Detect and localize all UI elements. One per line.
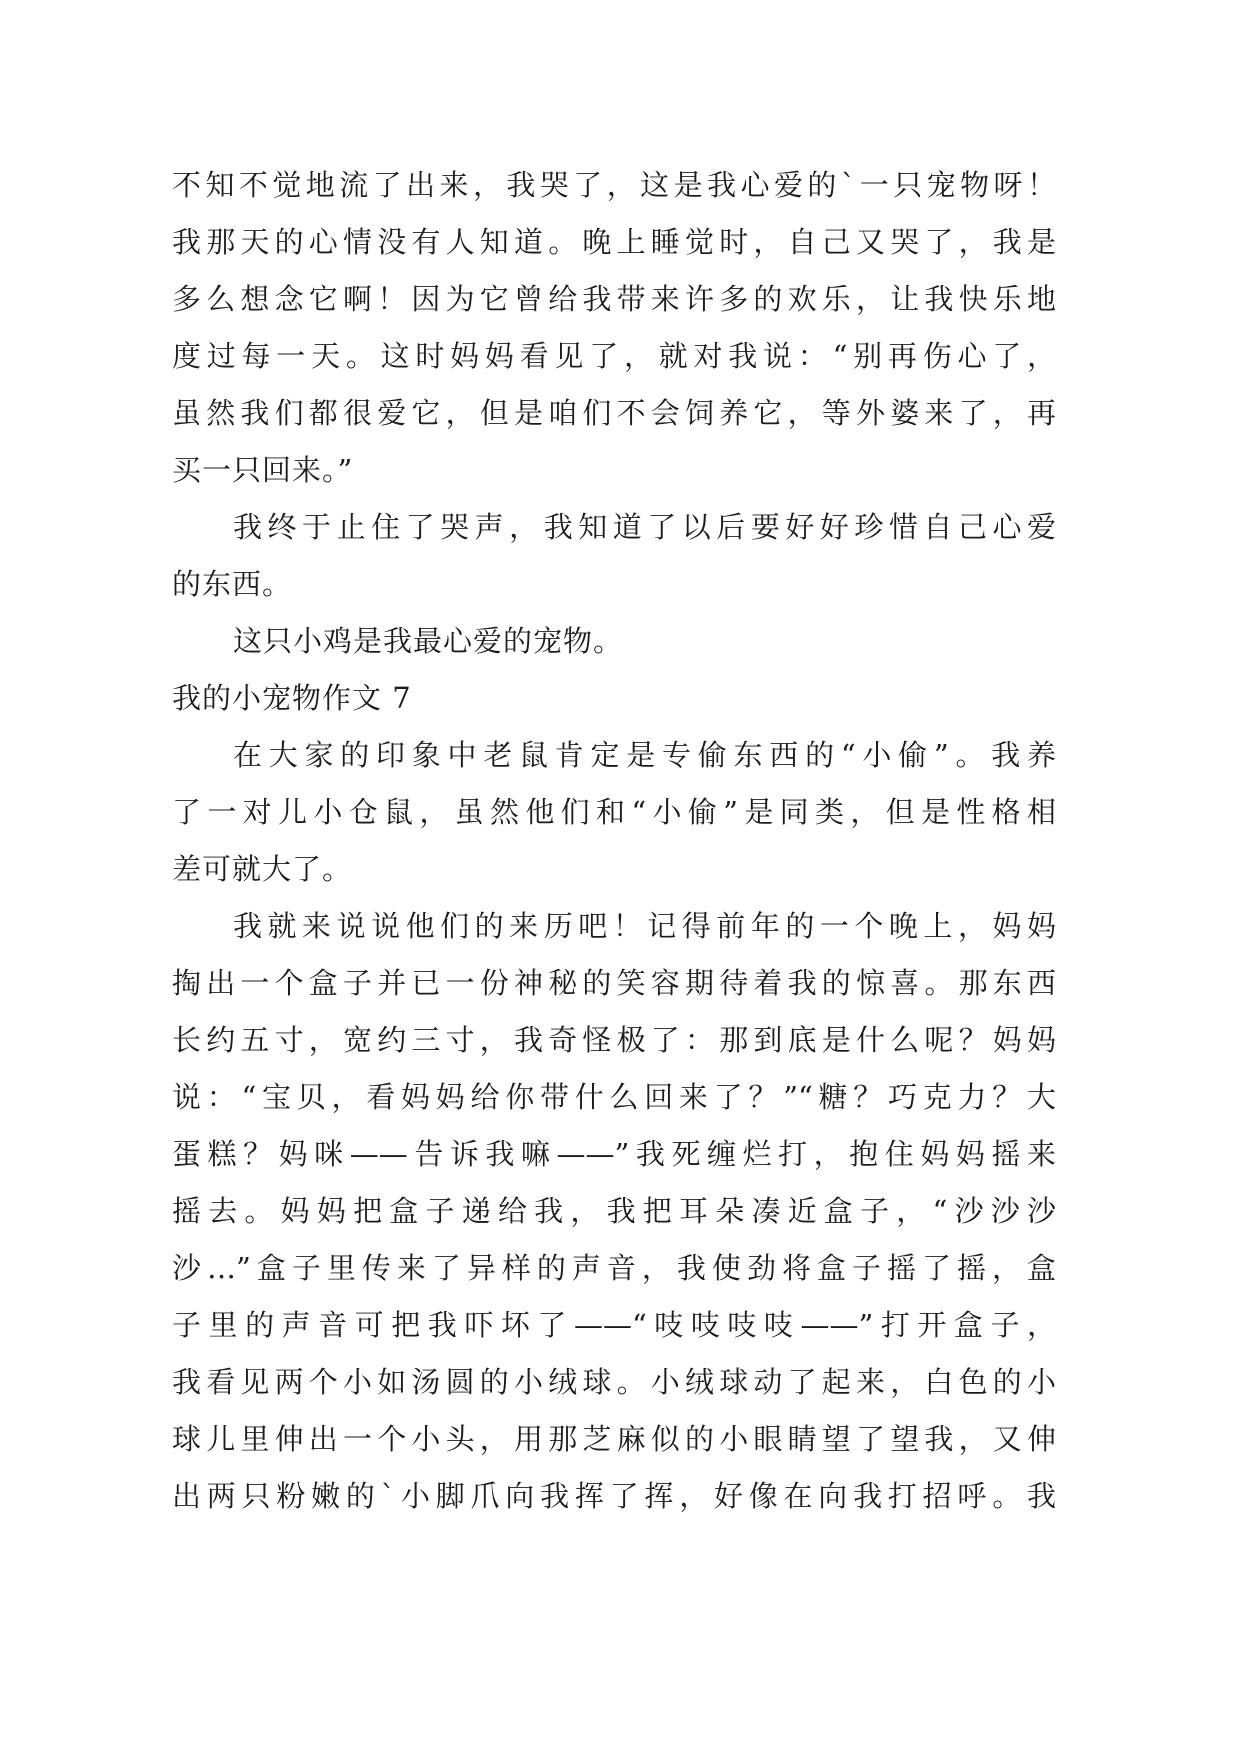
paragraph: [172, 499, 1056, 613]
text-line: 出两只粉嫩的`小脚爪向我挥了挥，好像在向我打招呼。我: [172, 1479, 1056, 1513]
text-line: 了一对儿小仓鼠，虽然他们和“小偷”是同类，但是性格相: [172, 795, 1056, 829]
text-line: 沙…”盒子里传来了异样的声音，我使劲将盒子摇了摇，盒: [172, 1251, 1056, 1285]
paragraph: [172, 157, 1056, 499]
document-body: [172, 157, 1056, 1525]
paragraph: [172, 727, 1056, 898]
text-line: 这只小鸡是我最心爱的宠物。: [233, 624, 624, 658]
text-line: 子里的声音可把我吓坏了——“吱吱吱吱——”打开盒子，: [172, 1308, 1056, 1342]
paragraph: [172, 898, 1056, 1525]
paragraph: [172, 613, 1056, 670]
text-line: 虽然我们都很爱它，但是咱们不会饲养它，等外婆来了，再: [172, 396, 1056, 430]
text-line: 我终于止住了哭声，我知道了以后要好好珍惜自己心爱: [233, 510, 1056, 544]
text-line: 差可就大了。: [172, 852, 353, 886]
text-line: 不知不觉地流了出来，我哭了，这是我心爱的`一只宠物呀！: [172, 168, 1056, 202]
text-line: 我那天的心情没有人知道。晚上睡觉时，自己又哭了，我是: [172, 225, 1056, 259]
text-line: 在大家的印象中老鼠肯定是专偷东西的“小偷”。我养: [233, 738, 1056, 772]
text-line: 蛋糕？妈咪——告诉我嘛——”我死缠烂打，抱住妈妈摇来: [172, 1137, 1056, 1171]
section-heading: 我的小宠物作文 7: [172, 681, 412, 715]
text-line: 说：“宝贝，看妈妈给你带什么回来了？”“糖？巧克力？大: [172, 1080, 1056, 1114]
text-line: 买一只回来。”: [172, 453, 354, 487]
text-line: 球儿里伸出一个小头，用那芝麻似的小眼睛望了望我，又伸: [172, 1422, 1056, 1456]
text-line: 多么想念它啊！因为它曾给我带来许多的欢乐，让我快乐地: [172, 282, 1056, 316]
text-line: 的东西。: [172, 567, 293, 601]
text-line: 摇去。妈妈把盒子递给我，我把耳朵凑近盒子，“沙沙沙: [172, 1194, 1056, 1228]
text-line: 掏出一个盒子并已一份神秘的笑容期待着我的惊喜。那东西: [172, 966, 1056, 1000]
text-line: 度过每一天。这时妈妈看见了，就对我说：“别再伤心了，: [172, 339, 1056, 373]
text-line: 我就来说说他们的来历吧！记得前年的一个晚上，妈妈: [233, 909, 1056, 943]
text-line: 我看见两个小如汤圆的小绒球。小绒球动了起来，白色的小: [172, 1365, 1056, 1399]
text-line: 长约五寸，宽约三寸，我奇怪极了：那到底是什么呢？妈妈: [172, 1023, 1056, 1057]
